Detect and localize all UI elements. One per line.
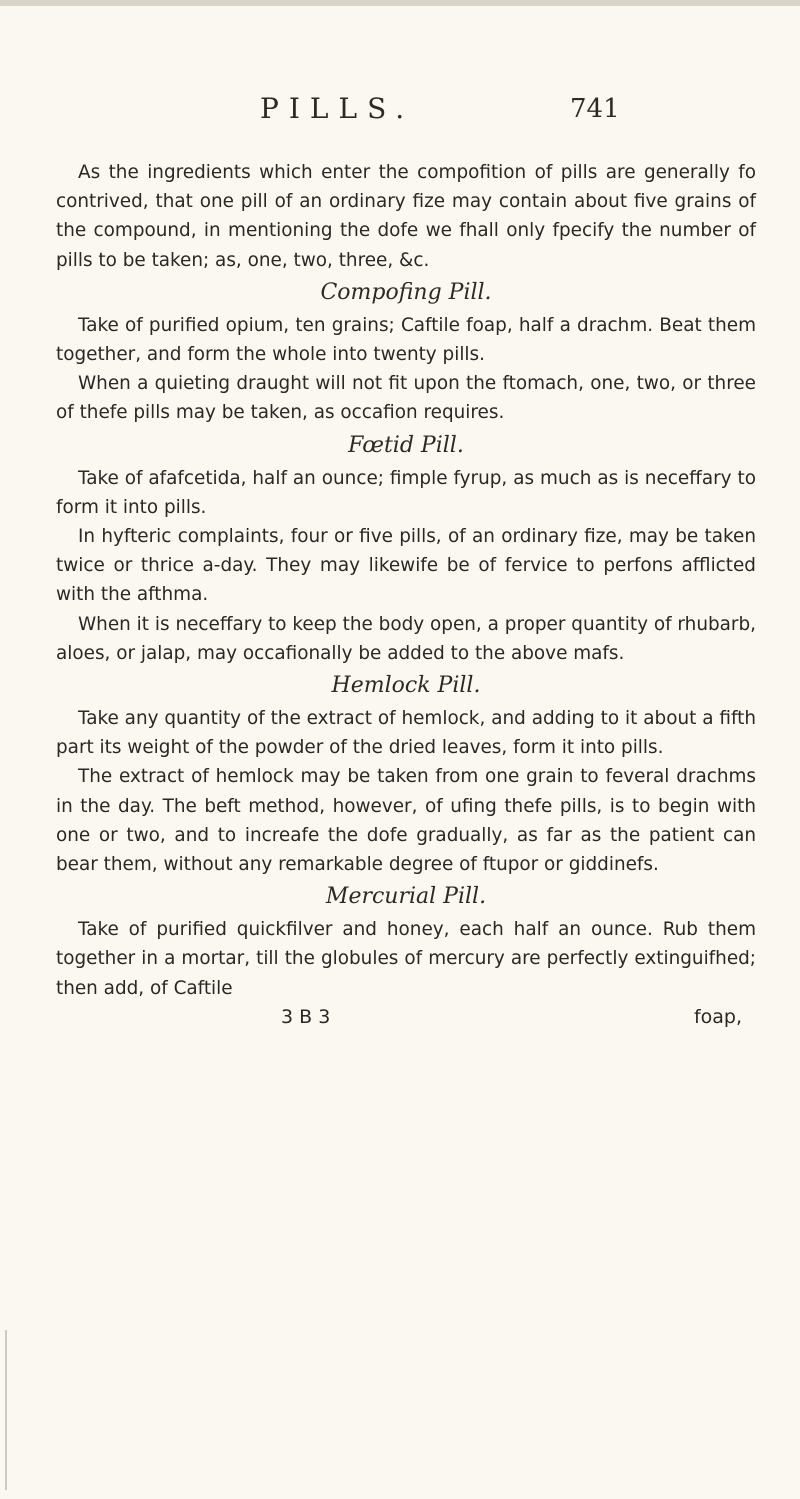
paragraph: When a quieting draught will not fit upon the ftomach, one, two, or three of thefe pills may be taken, as occafion requires. [56, 373, 756, 424]
section-title-foetid-pill: Fœtid Pill. [348, 432, 464, 458]
paragraph: In hyfteric complaints, four or five pills, of an ordinary fize, may be taken twice or thrice a-day. They may likewife be of fervice to perfons afflicted with the afthma. [56, 526, 756, 606]
section-title-mercurial-pill: Mercurial Pill. [325, 884, 487, 910]
intro-paragraph: As the ingredients which enter the compofition of pills are generally fo contrived, that one pill of an ordinary fize may contain about five grains of the compound, in mentioning the dofe we fhall only fpecify the number of pills to be taken; as, one, two, three, &c. [56, 162, 756, 271]
paragraph: Take any quantity of the extract of hemlock, and adding to it about a fifth part its weight of the powder of the dried leaves, form it into pills. [56, 708, 756, 759]
paragraph: The extract of hemlock may be taken from one grain to feveral drachms in the day. The beft method, however, of ufing thefe pills, is to begin with one or two, and to increafe the dofe gradually, as far as the patient can bear them, without any remarkable degree of ftupor or giddinefs. [56, 766, 756, 876]
paragraph: Take of purified opium, ten grains; Caftile foap, half a drachm. Beat them together, and form the whole into twenty pills. [56, 314, 756, 366]
page-header [0, 92, 800, 132]
body-text [56, 158, 756, 1032]
page-number: 741 [570, 94, 620, 124]
paragraph: Take of purified quickfilver and honey, each half an ounce. Rub them together in a mortar, till the globules of mercury are perfectly extinguifhed; then add, of Caftile [56, 919, 756, 999]
signature-mark: 3 B 3 [281, 1005, 331, 1028]
paragraph: Take of afafcetida, half an ounce; fimple fyrup, as much as is neceffary to form it into pills. [56, 467, 756, 518]
section-title-hemlock-pill: Hemlock Pill. [331, 673, 481, 699]
section-title-composing-pill: Compofing Pill. [320, 279, 492, 305]
top-edge-rule [0, 0, 800, 6]
running-title: PILLS. [260, 92, 415, 125]
gutter-shadow [5, 1330, 7, 1490]
catchword: foap, [693, 1005, 742, 1028]
paragraph: When it is neceffary to keep the body open, a proper quantity of rhubarb, aloes, or jalap, may occafionally be added to the above mafs. [56, 613, 756, 664]
page-footer [56, 1003, 756, 1032]
